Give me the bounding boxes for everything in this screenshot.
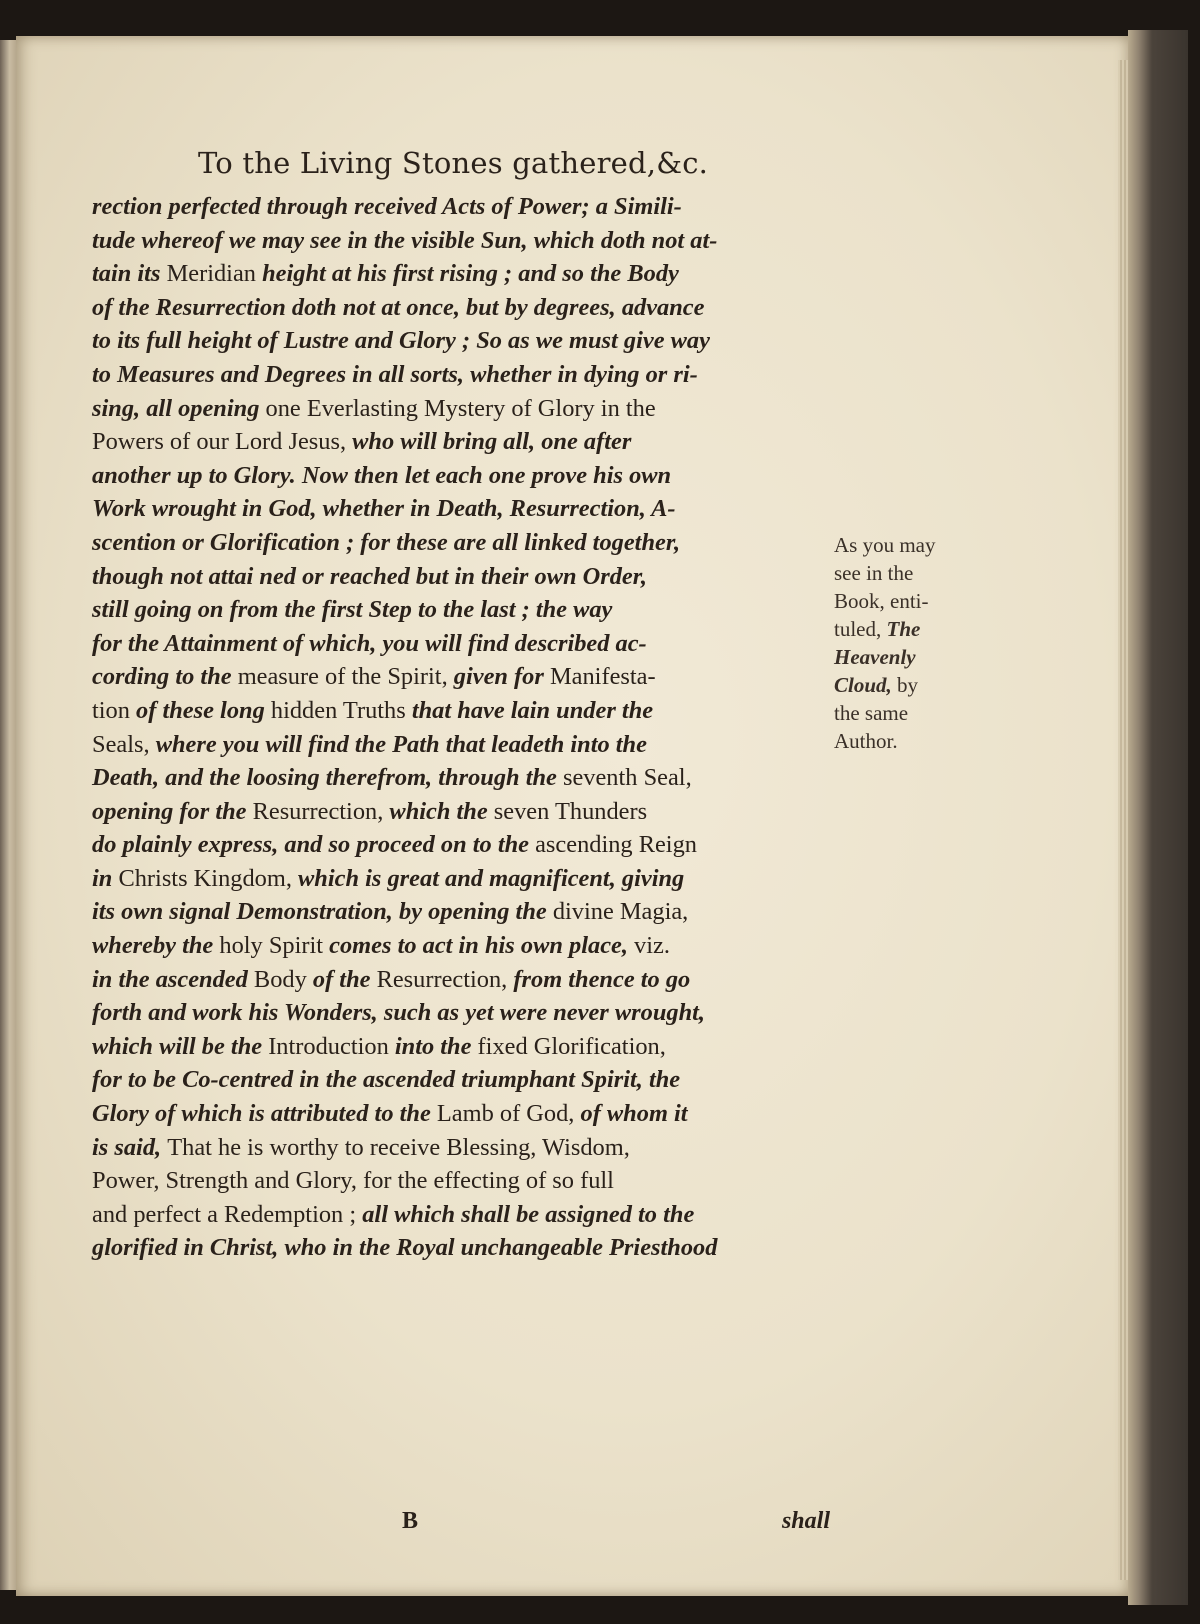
- roman-text-run: Resurrection,: [376, 965, 514, 993]
- italic-text-run: of the: [312, 965, 377, 993]
- italic-text-run: Work wrought in God, whether in Death, Resurrection, A-: [92, 495, 676, 523]
- roman-text-run: tion: [92, 696, 137, 724]
- text-line: [92, 291, 852, 325]
- italic-text-run: of the Resurrection doth not at once, but by degrees, advance: [92, 293, 705, 321]
- roman-text-run: seven Thunders: [493, 797, 648, 825]
- text-line: [92, 728, 852, 762]
- italic-text-run: where you will find the Path that leadeth into the: [155, 730, 647, 758]
- roman-text-run: That he is worthy to receive Blessing, Wisdom,: [167, 1133, 630, 1161]
- italic-text-run: The: [886, 617, 921, 641]
- italic-text-run: of whom it: [580, 1100, 688, 1128]
- roman-text-run: fixed Glorification,: [477, 1032, 666, 1060]
- catchword: shall: [781, 1508, 830, 1534]
- body-text: [92, 190, 852, 1265]
- text-line: [92, 358, 852, 392]
- text-line: [92, 593, 852, 627]
- italic-text-run: from thence to go: [513, 965, 691, 993]
- italic-text-run: Glory of which is attributed to the: [92, 1100, 437, 1128]
- italic-text-run: forth and work his Wonders, such as yet were never wrought,: [92, 999, 706, 1027]
- roman-text-run: Lamb of God,: [436, 1100, 581, 1128]
- roman-text-run: Seals,: [92, 730, 156, 758]
- text-line: [92, 694, 852, 728]
- margin-note-line: [834, 559, 974, 587]
- roman-text-run: viz.: [634, 932, 670, 960]
- italic-text-run: who will bring all, one after: [352, 428, 632, 456]
- text-line: [92, 862, 852, 896]
- text-line: [92, 1231, 852, 1265]
- italic-text-run: height at his first rising ; and so the Body: [262, 260, 679, 288]
- margin-note-line: [834, 727, 974, 755]
- roman-text-run: ascending Reign: [535, 831, 697, 859]
- roman-text-run: Book, enti-: [834, 589, 929, 613]
- italic-text-run: which the: [389, 797, 494, 825]
- roman-text-run: Manifesta-: [549, 663, 656, 691]
- italic-text-run: all which shall be assigned to the: [362, 1200, 695, 1228]
- text-line: [92, 1063, 852, 1097]
- text-line: [92, 828, 852, 862]
- text-line: [92, 963, 852, 997]
- italic-text-run: whereby the: [92, 932, 220, 960]
- italic-text-run: Death, and the loosing therefrom, through the: [92, 764, 563, 792]
- italic-text-run: tain its: [92, 260, 167, 288]
- italic-text-run: opening for the: [92, 797, 253, 825]
- roman-text-run: Resurrection,: [252, 797, 390, 825]
- italic-text-run: that have lain under the: [411, 696, 654, 724]
- text-line: [92, 1164, 852, 1198]
- roman-text-run: by: [897, 673, 919, 697]
- text-line: [92, 627, 852, 661]
- text-line: [92, 761, 852, 795]
- italic-text-run: in: [92, 864, 119, 892]
- italic-text-run: given for: [453, 663, 550, 691]
- italic-text-run: to its full height of Lustre and Glory ; So as we must give way: [92, 327, 710, 355]
- italic-text-run: for to be Co-centred in the ascended triumphant Spirit, the: [92, 1066, 681, 1094]
- roman-text-run: Body: [253, 965, 313, 993]
- text-line: [92, 324, 852, 358]
- text-line: [92, 996, 852, 1030]
- italic-text-run: Heavenly: [834, 645, 916, 669]
- text-line: [92, 492, 852, 526]
- book-cover-board: [1128, 30, 1188, 1605]
- italic-text-run: which will be the: [92, 1032, 269, 1060]
- text-line: [92, 929, 852, 963]
- italic-text-run: into the: [394, 1032, 478, 1060]
- text-line: [92, 795, 852, 829]
- italic-text-run: another up to Glory. Now then let each one prove his own: [92, 461, 672, 489]
- text-line: [92, 257, 852, 291]
- text-line: [92, 1131, 852, 1165]
- text-line: [92, 560, 852, 594]
- italic-text-run: to Measures and Degrees in all sorts, whether in dying or ri-: [92, 360, 698, 388]
- margin-note-line: [834, 643, 974, 671]
- roman-text-run: Author.: [834, 729, 898, 753]
- roman-text-run: seventh Seal,: [562, 764, 692, 792]
- italic-text-run: is said,: [92, 1133, 168, 1161]
- italic-text-run: in the ascended: [92, 965, 254, 993]
- margin-note: [834, 531, 974, 755]
- italic-text-run: for the Attainment of which, you will find described ac-: [92, 629, 647, 657]
- italic-text-run: of these long: [136, 696, 271, 724]
- running-head: To the Living Stones gathered,&c.: [198, 146, 709, 180]
- facing-page-edge: [0, 40, 16, 1590]
- roman-text-run: Meridian: [166, 260, 263, 288]
- roman-text-run: Christs Kingdom,: [118, 864, 299, 892]
- roman-text-run: Introduction: [268, 1032, 395, 1060]
- italic-text-run: comes to act in his own place,: [329, 932, 635, 960]
- text-line: [92, 1198, 852, 1232]
- margin-note-line: [834, 531, 974, 559]
- text-line: [92, 1030, 852, 1064]
- roman-text-run: see in the: [834, 561, 914, 585]
- roman-text-run: one Everlasting Mystery of Glory in the: [265, 394, 656, 422]
- italic-text-run: sing, all opening: [92, 394, 266, 422]
- text-line: [92, 895, 852, 929]
- italic-text-run: scention or Glorification ; for these are all linked together,: [92, 528, 681, 556]
- margin-note-line: [834, 587, 974, 615]
- signature-mark: B: [402, 1508, 419, 1534]
- margin-note-line: [834, 615, 974, 643]
- roman-text-run: and perfect a Redemption ;: [92, 1200, 363, 1228]
- text-line: [92, 660, 852, 694]
- italic-text-run: its own signal Demonstration, by opening the: [92, 898, 553, 926]
- italic-text-run: still going on from the first Step to the last ; the way: [92, 596, 613, 624]
- italic-text-run: cording to the: [92, 663, 238, 691]
- roman-text-run: holy Spirit: [219, 932, 330, 960]
- roman-text-run: As you may: [834, 533, 936, 557]
- roman-text-run: measure of the Spirit,: [237, 663, 454, 691]
- text-line: [92, 392, 852, 426]
- text-line: [92, 190, 852, 224]
- italic-text-run: Cloud,: [834, 673, 898, 697]
- text-line: [92, 224, 852, 258]
- roman-text-run: tuled,: [834, 617, 887, 641]
- roman-text-run: Power, Strength and Glory, for the effecting of so full: [92, 1167, 614, 1195]
- roman-text-run: divine Magia,: [552, 898, 689, 926]
- italic-text-run: glorified in Christ, who in the Royal unchangeable Priesthood: [92, 1234, 718, 1262]
- roman-text-run: Powers of our Lord Jesus,: [92, 428, 353, 456]
- margin-note-line: [834, 699, 974, 727]
- italic-text-run: though not attai ned or reached but in their own Order,: [92, 562, 648, 590]
- italic-text-run: tude whereof we may see in the visible Sun, which doth not at-: [92, 226, 718, 254]
- italic-text-run: which is great and magnificent, giving: [298, 864, 685, 892]
- text-line: [92, 459, 852, 493]
- text-line: [92, 425, 852, 459]
- text-line: [92, 1097, 852, 1131]
- roman-text-run: hidden Truths: [270, 696, 412, 724]
- text-line: [92, 526, 852, 560]
- italic-text-run: rection perfected through received Acts of Power; a Simili-: [92, 193, 682, 220]
- roman-text-run: the same: [834, 701, 909, 725]
- page-footer: [92, 1508, 852, 1542]
- margin-note-line: [834, 671, 974, 699]
- italic-text-run: do plainly express, and so proceed on to the: [92, 831, 536, 859]
